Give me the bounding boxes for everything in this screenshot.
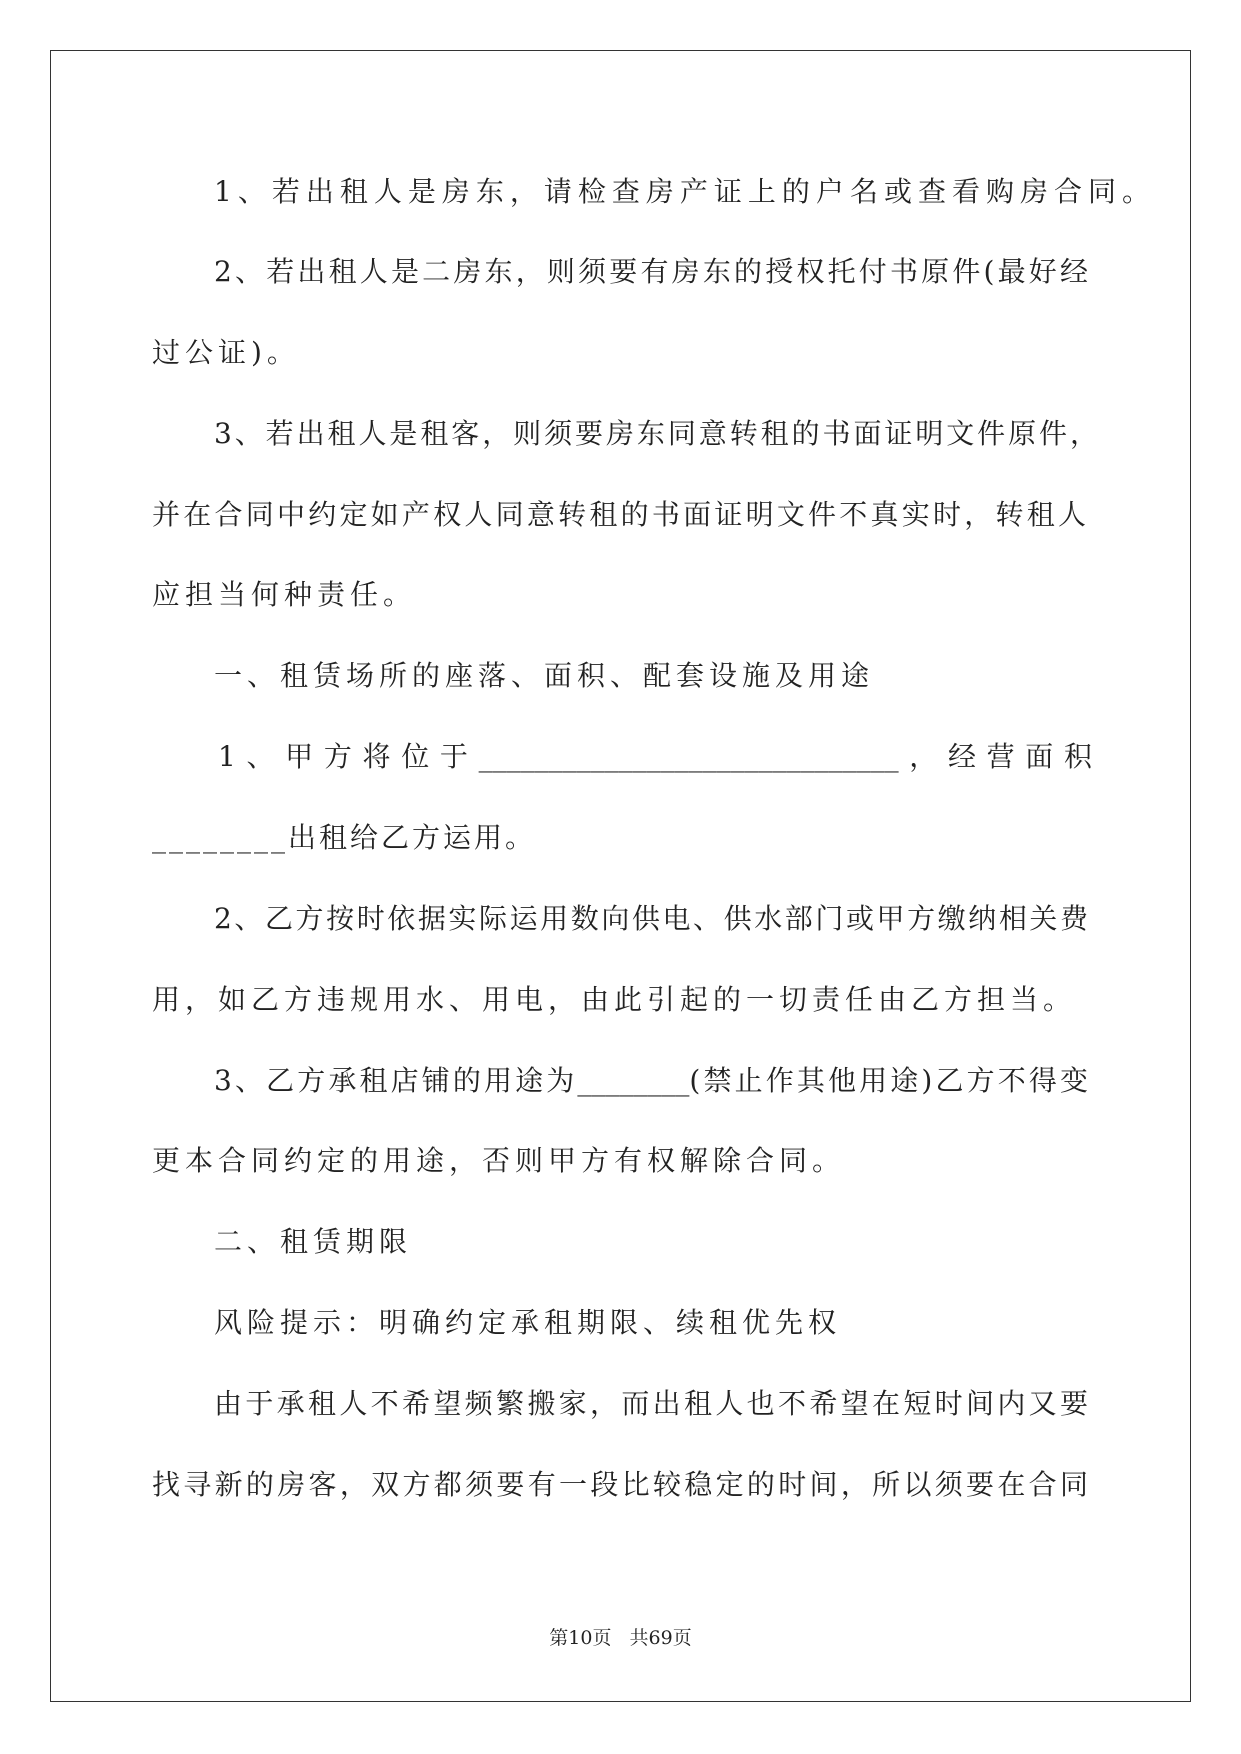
paragraph-line: 找寻新的房客，双方都须要有一段比较稳定的时间，所以须要在合同 xyxy=(152,1468,1088,1501)
page-footer xyxy=(0,1626,1241,1650)
paragraph-line: 1、甲方将位于______________________________，经营面积 xyxy=(218,740,1092,773)
page-number: 第10页 xyxy=(549,1627,612,1649)
paragraph-line: 3、若出租人是租客，则须要房东同意转租的书面证明文件原件， xyxy=(214,417,1098,450)
paragraph-line: 1、若出租人是房东，请检查房产证上的户名或查看购房合同。 xyxy=(214,175,1150,208)
page-border xyxy=(50,50,1191,1702)
paragraph-line: 过公证)。 xyxy=(152,336,300,369)
paragraph-line: 用，如乙方违规用水、用电，由此引起的一切责任由乙方担当。 xyxy=(152,983,1077,1016)
section-heading: 二、租赁期限 xyxy=(214,1225,413,1258)
paragraph-line: 2、若出租人是二房东，则须要有房东的授权托付书原件(最好经 xyxy=(214,255,1088,288)
paragraph-line: 3、乙方承租店铺的用途为________(禁止作其他用途)乙方不得变 xyxy=(214,1064,1088,1097)
paragraph-line: 应担当何种责任。 xyxy=(152,578,417,611)
paragraph-line: 2、乙方按时依据实际运用数向供电、供水部门或甲方缴纳相关费 xyxy=(214,902,1088,935)
page-total: 共69页 xyxy=(629,1627,692,1649)
paragraph-line: 由于承租人不希望频繁搬家，而出租人也不希望在短时间内又要 xyxy=(214,1387,1088,1420)
paragraph-line: ________出租给乙方运用。 xyxy=(152,821,537,854)
section-heading: 一、租赁场所的座落、面积、配套设施及用途 xyxy=(214,659,875,692)
risk-note: 风险提示：明确约定承租期限、续租优先权 xyxy=(214,1306,842,1339)
paragraph-line: 更本合同约定的用途，否则甲方有权解除合同。 xyxy=(152,1144,846,1177)
paragraph-line: 并在合同中约定如产权人同意转租的书面证明文件不真实时，转租人 xyxy=(152,498,1086,531)
